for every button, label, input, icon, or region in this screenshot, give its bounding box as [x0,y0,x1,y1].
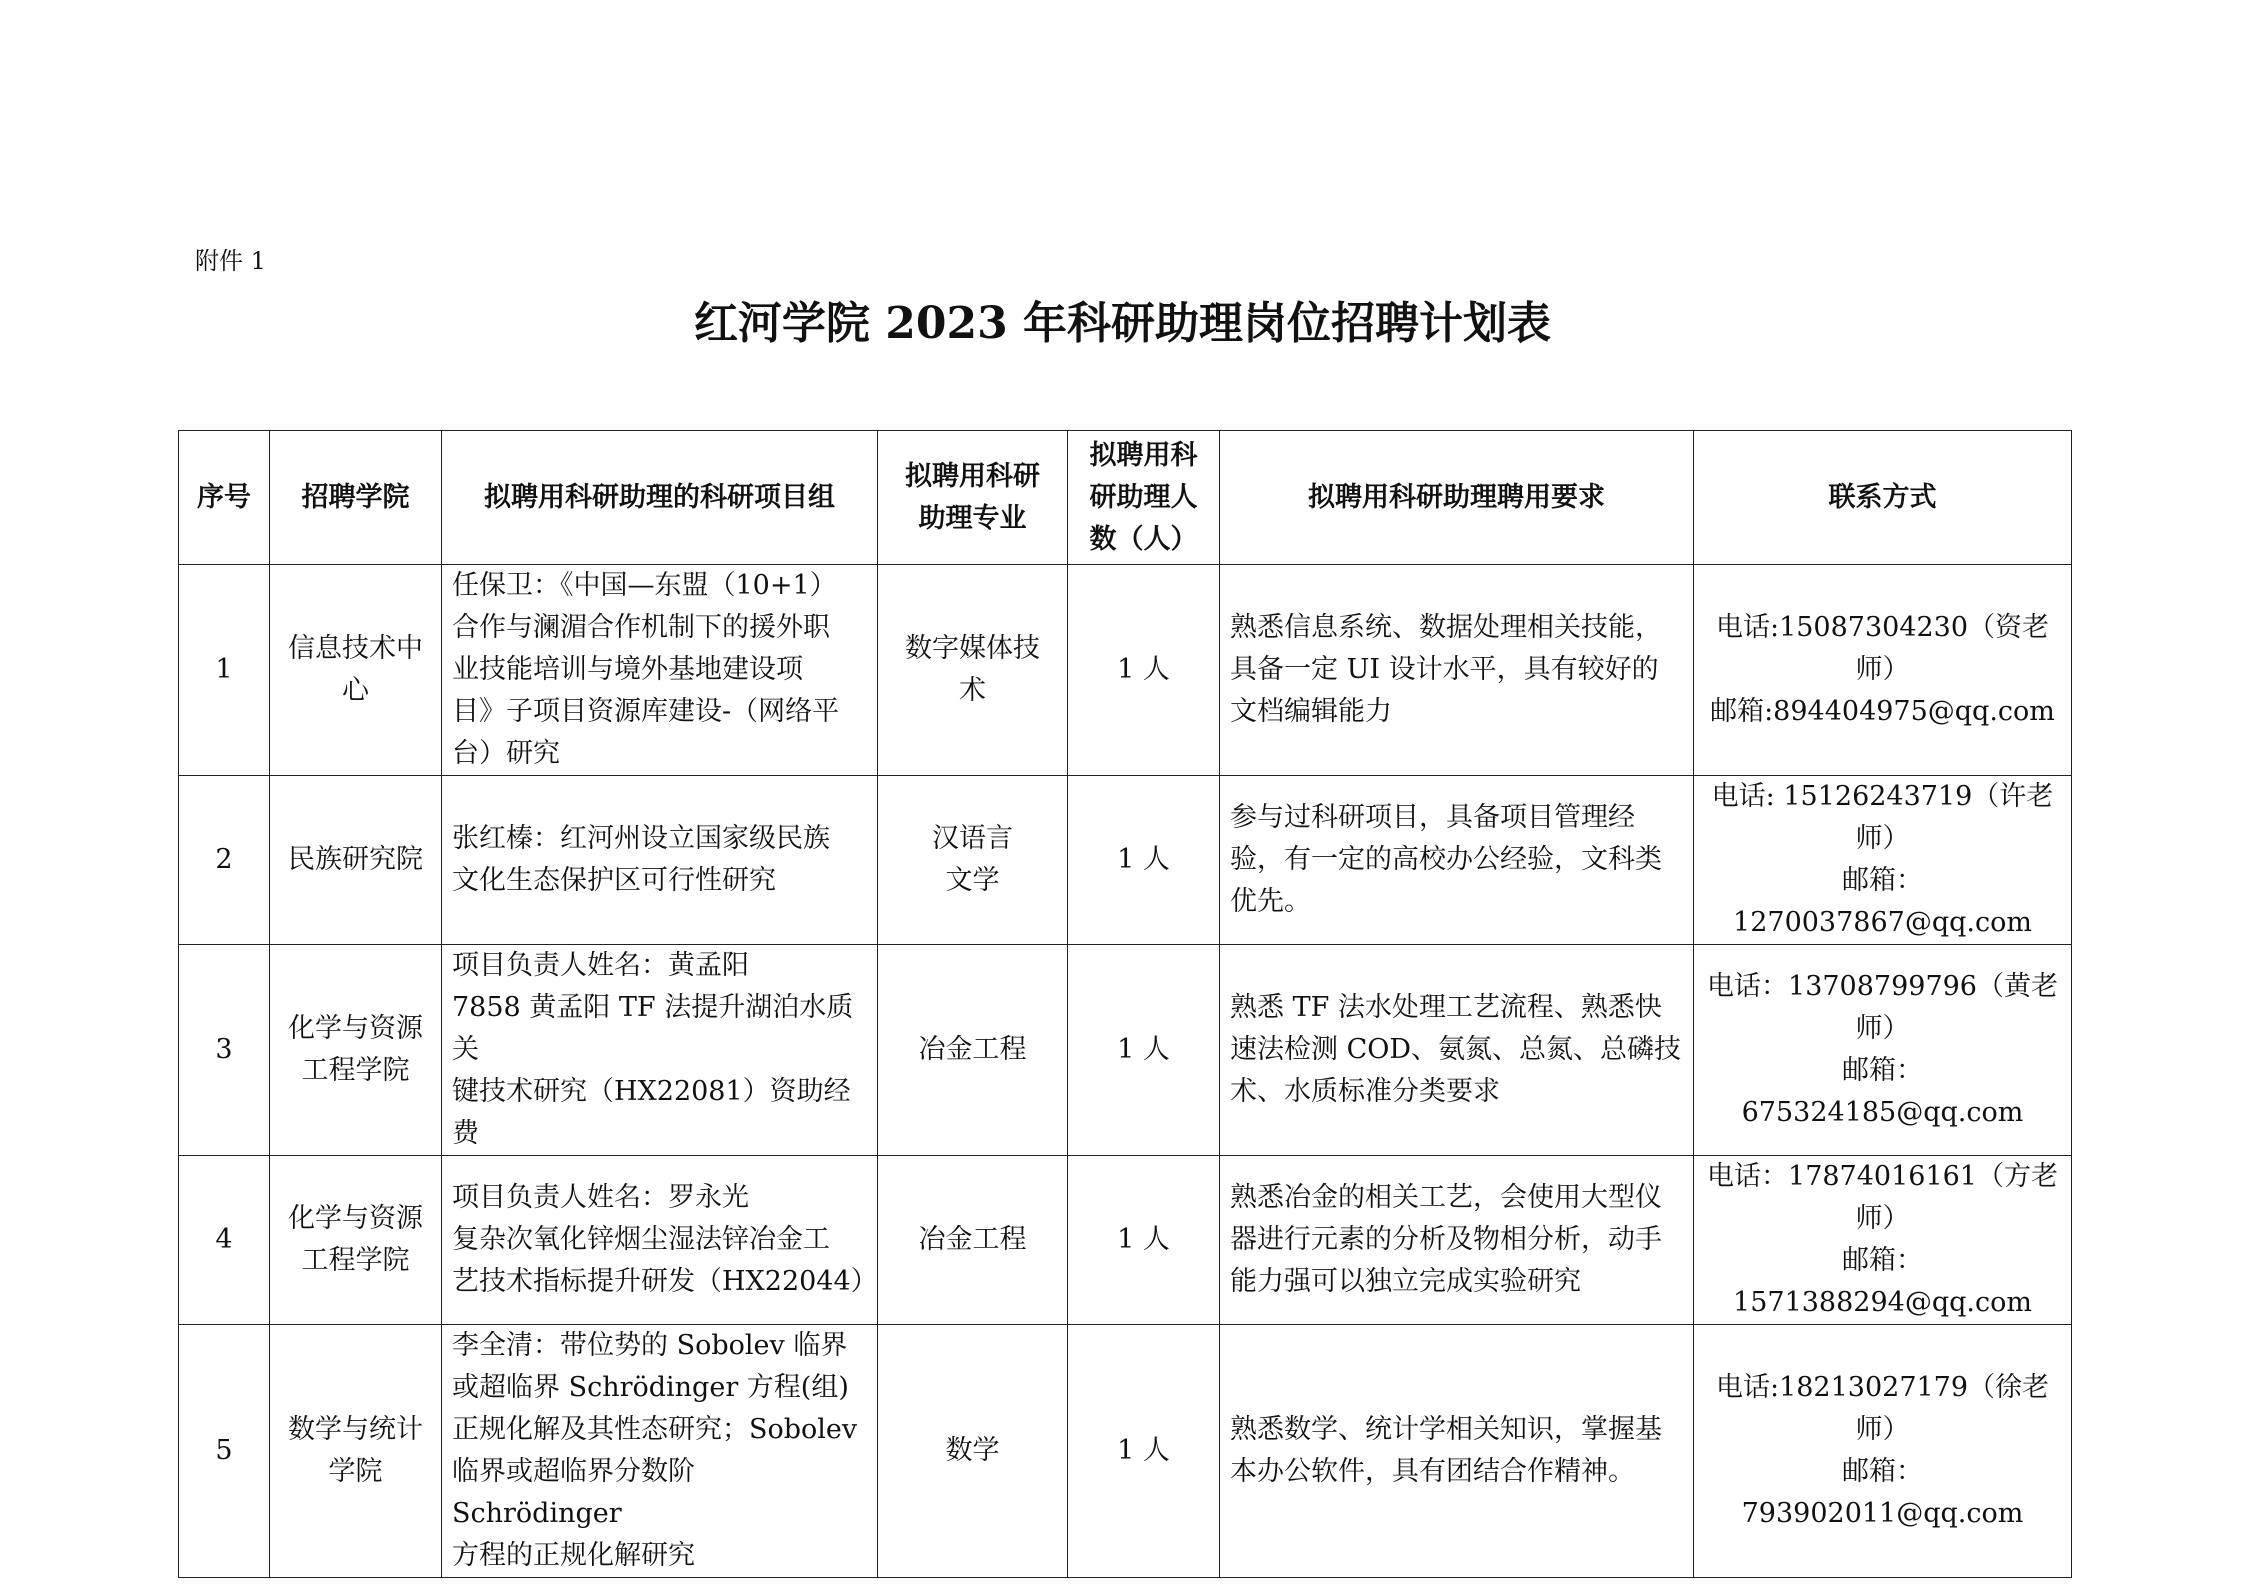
row-requirements: 参与过科研项目，具备项目管理经 验，有一定的高校办公经验，文科类 优先。 [1220,776,1694,945]
table-row [179,945,2072,1156]
row-count: 1 人 [1068,1156,1220,1325]
contact-email: 邮箱:894404975@qq.com [1710,696,2055,727]
row-count: 1 人 [1068,1325,1220,1578]
document-title: 红河学院 2023 年科研助理岗位招聘计划表 [693,298,1552,349]
row-index: 1 [179,565,270,776]
row-contact [1694,1156,2072,1325]
row-index: 2 [179,776,270,945]
row-contact [1694,1325,2072,1578]
contact-email: 邮箱：1270037867@qq.com [1733,865,2032,938]
row-project: 项目负责人姓名：黄孟阳 7858 黄孟阳 TF 法提升湖泊水质关 键技术研究（HX22081）资助经费 [442,945,878,1156]
contact-email: 邮箱：793902011@qq.com [1741,1456,2024,1529]
row-requirements: 熟悉 TF 法水处理工艺流程、熟悉快 速法检测 COD、氨氮、总氮、总磷技 术、水质标准分类要求 [1220,945,1694,1156]
row-major: 冶金工程 [878,1156,1068,1325]
row-college: 民族研究院 [270,776,442,945]
contact-email: 邮箱：1571388294@qq.com [1733,1245,2032,1318]
table-header-row [179,431,2072,565]
table-row [179,776,2072,945]
row-index: 3 [179,945,270,1156]
row-college: 化学与资源 工程学院 [270,1156,442,1325]
header-major: 拟聘用科研 助理专业 [878,431,1068,565]
row-count: 1 人 [1068,945,1220,1156]
row-college: 信息技术中 心 [270,565,442,776]
contact-phone: 电话：13708799796（黄老师） [1707,971,2058,1044]
row-count: 1 人 [1068,565,1220,776]
row-project: 李全清：带位势的 Sobolev 临界 或超临界 Schrödinger 方程(组) 正规化解及其性态研究；Sobolev 临界或超临界分数阶 Schrödinger 方程的正规化解研究 [442,1325,878,1578]
row-college: 化学与资源 工程学院 [270,945,442,1156]
table-row [179,1156,2072,1325]
row-project: 张红榛：红河州设立国家级民族 文化生态保护区可行性研究 [442,776,878,945]
row-college: 数学与统计 学院 [270,1325,442,1578]
row-index: 4 [179,1156,270,1325]
row-contact [1694,945,2072,1156]
header-project: 拟聘用科研助理的科研项目组 [442,431,878,565]
row-major: 数学 [878,1325,1068,1578]
contact-email: 邮箱：675324185@qq.com [1741,1055,2024,1128]
row-contact [1694,565,2072,776]
row-project: 任保卫：《中国—东盟（10+1） 合作与澜湄合作机制下的援外职 业技能培训与境外基地建设项 目》子项目资源库建设-（网络平 台）研究 [442,565,878,776]
row-requirements: 熟悉信息系统、数据处理相关技能， 具备一定 UI 设计水平，具有较好的 文档编辑能力 [1220,565,1694,776]
row-requirements: 熟悉冶金的相关工艺，会使用大型仪 器进行元素的分析及物相分析，动手 能力强可以独立完成实验研究 [1220,1156,1694,1325]
header-college: 招聘学院 [270,431,442,565]
contact-phone: 电话：17874016161（方老师） [1707,1161,2058,1234]
row-major: 数字媒体技 术 [878,565,1068,776]
header-contact: 联系方式 [1694,431,2072,565]
contact-phone: 电话:15087304230（资老师） [1715,612,2050,685]
row-contact [1694,776,2072,945]
row-major: 冶金工程 [878,945,1068,1156]
header-index: 序号 [179,431,270,565]
table-row [179,565,2072,776]
attachment-label: 附件 1 [195,247,266,275]
contact-phone: 电话:18213027179（徐老师） [1715,1372,2050,1445]
row-project: 项目负责人姓名：罗永光 复杂次氧化锌烟尘湿法锌冶金工 艺技术指标提升研发（HX22044） [442,1156,878,1325]
row-major: 汉语言 文学 [878,776,1068,945]
row-count: 1 人 [1068,776,1220,945]
table-row [179,1325,2072,1578]
row-requirements: 熟悉数学、统计学相关知识，掌握基 本办公软件，具有团结合作精神。 [1220,1325,1694,1578]
header-count: 拟聘用科 研助理人 数（人） [1068,431,1220,565]
contact-phone: 电话: 15126243719（许老师） [1711,781,2054,854]
row-index: 5 [179,1325,270,1578]
recruitment-plan-table [178,430,2072,1578]
header-requirements: 拟聘用科研助理聘用要求 [1220,431,1694,565]
